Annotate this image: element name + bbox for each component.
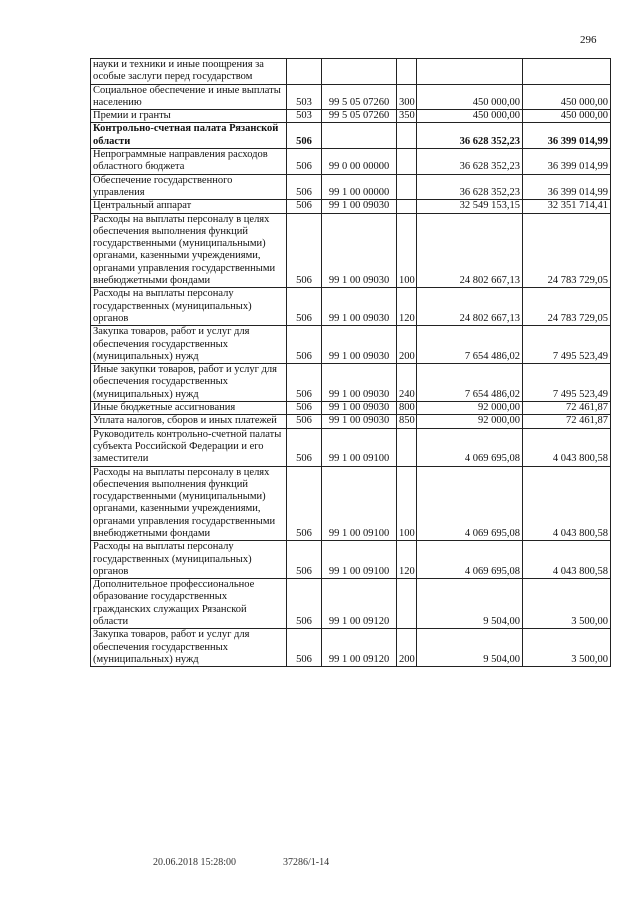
row-amount-year1-cell: 4 069 695,08 [417,466,523,541]
row-amount-year1-cell: 92 000,00 [417,402,523,415]
row-csr-cell: 99 1 00 09120 [322,629,397,667]
row-amount-year2-cell: 72 461,87 [523,402,611,415]
table-row [91,579,611,629]
row-name-cell: науки и техники и иные поощрения за особые заслуги перед государством [91,59,287,85]
row-csr-cell: 99 1 00 09030 [322,415,397,428]
table-row [91,213,611,288]
row-ved-cell: 506 [287,213,322,288]
row-vr-cell: 100 [397,213,417,288]
row-vr-cell: 200 [397,326,417,364]
row-amount-year1-cell: 4 069 695,08 [417,541,523,579]
row-ved-cell: 506 [287,200,322,213]
row-amount-year2-cell: 36 399 014,99 [523,149,611,175]
row-name-cell: Дополнительное профессиональное образование государственных гражданских служащих Рязанской области [91,579,287,629]
row-vr-cell [397,200,417,213]
row-ved-cell: 506 [287,579,322,629]
row-amount-year1-cell: 36 628 352,23 [417,174,523,200]
row-ved-cell: 506 [287,629,322,667]
row-amount-year1-cell: 9 504,00 [417,579,523,629]
row-ved-cell: 503 [287,110,322,123]
row-name-cell: Закупка товаров, работ и услуг для обеспечения государственных (муниципальных) нужд [91,629,287,667]
row-vr-cell: 350 [397,110,417,123]
row-vr-cell: 200 [397,629,417,667]
row-vr-cell [397,174,417,200]
row-vr-cell: 120 [397,541,417,579]
row-amount-year1-cell: 7 654 486,02 [417,364,523,402]
row-name-cell: Непрограммные направления расходов областного бюджета [91,149,287,175]
table-row [91,428,611,466]
row-vr-cell: 800 [397,402,417,415]
table-row [91,541,611,579]
row-csr-cell: 99 1 00 09030 [322,326,397,364]
table-row [91,364,611,402]
table-row [91,629,611,667]
row-name-cell: Расходы на выплаты персоналу в целях обеспечения выполнения функций государственными (муниципальными) органами, казенными учреждениями, органами управления государственными внебюджетными фондами [91,213,287,288]
row-ved-cell: 506 [287,288,322,326]
row-ved-cell: 506 [287,326,322,364]
row-csr-cell: 99 1 00 09030 [322,200,397,213]
row-vr-cell [397,123,417,149]
row-vr-cell [397,59,417,85]
table-row [91,326,611,364]
row-csr-cell: 99 1 00 09100 [322,541,397,579]
row-amount-year2-cell: 3 500,00 [523,579,611,629]
page-number: 296 [580,34,597,46]
row-csr-cell [322,59,397,85]
row-amount-year2-cell: 7 495 523,49 [523,326,611,364]
row-csr-cell: 99 1 00 09030 [322,402,397,415]
row-name-cell: Расходы на выплаты персоналу государственных (муниципальных) органов [91,541,287,579]
row-name-cell: Иные бюджетные ассигнования [91,402,287,415]
row-vr-cell [397,149,417,175]
row-amount-year1-cell: 32 549 153,15 [417,200,523,213]
row-vr-cell: 300 [397,84,417,110]
table-row [91,149,611,175]
row-amount-year2-cell: 4 043 800,58 [523,541,611,579]
row-amount-year2-cell [523,59,611,85]
row-ved-cell: 506 [287,402,322,415]
row-amount-year2-cell: 4 043 800,58 [523,466,611,541]
row-name-cell: Социальное обеспечение и иные выплаты населению [91,84,287,110]
row-csr-cell: 99 1 00 09100 [322,428,397,466]
row-amount-year2-cell: 450 000,00 [523,110,611,123]
row-ved-cell: 506 [287,415,322,428]
row-name-cell: Контрольно-счетная палата Рязанской области [91,123,287,149]
row-vr-cell: 100 [397,466,417,541]
row-ved-cell: 506 [287,541,322,579]
table-row [91,59,611,85]
footer-doc-code: 37286/1-14 [283,857,330,868]
row-amount-year1-cell: 450 000,00 [417,110,523,123]
row-name-cell: Расходы на выплаты персоналу в целях обеспечения выполнения функций государственными (муниципальными) органами, казенными учреждениями, органами управления государственными внебюджетными фондами [91,466,287,541]
row-amount-year2-cell: 7 495 523,49 [523,364,611,402]
row-ved-cell: 506 [287,364,322,402]
row-amount-year2-cell: 72 461,87 [523,415,611,428]
row-amount-year1-cell: 7 654 486,02 [417,326,523,364]
row-amount-year1-cell: 4 069 695,08 [417,428,523,466]
table-row [91,200,611,213]
table-row [91,123,611,149]
row-vr-cell: 240 [397,364,417,402]
row-csr-cell [322,123,397,149]
footer-datetime: 20.06.2018 15:28:00 [153,857,237,868]
row-csr-cell: 99 1 00 09030 [322,364,397,402]
row-csr-cell: 99 0 00 00000 [322,149,397,175]
row-ved-cell: 506 [287,123,322,149]
row-ved-cell: 506 [287,174,322,200]
row-amount-year2-cell: 450 000,00 [523,84,611,110]
row-amount-year2-cell: 24 783 729,05 [523,213,611,288]
table-row [91,402,611,415]
row-name-cell: Иные закупки товаров, работ и услуг для обеспечения государственных (муниципальных) нужд [91,364,287,402]
row-name-cell: Закупка товаров, работ и услуг для обеспечения государственных (муниципальных) нужд [91,326,287,364]
row-amount-year1-cell: 9 504,00 [417,629,523,667]
row-amount-year1-cell: 36 628 352,23 [417,123,523,149]
row-name-cell: Расходы на выплаты персоналу государственных (муниципальных) органов [91,288,287,326]
table-row [91,110,611,123]
row-name-cell: Обеспечение государственного управления [91,174,287,200]
row-csr-cell: 99 1 00 09100 [322,466,397,541]
row-csr-cell: 99 1 00 00000 [322,174,397,200]
row-amount-year1-cell: 92 000,00 [417,415,523,428]
row-amount-year2-cell: 4 043 800,58 [523,428,611,466]
row-amount-year1-cell: 24 802 667,13 [417,288,523,326]
table-row [91,415,611,428]
table-row [91,466,611,541]
row-amount-year1-cell: 36 628 352,23 [417,149,523,175]
row-name-cell: Руководитель контрольно-счетной палаты субъекта Российской Федерации и его заместители [91,428,287,466]
row-amount-year1-cell: 450 000,00 [417,84,523,110]
row-name-cell: Центральный аппарат [91,200,287,213]
row-vr-cell [397,579,417,629]
row-csr-cell: 99 1 00 09030 [322,213,397,288]
row-amount-year2-cell: 32 351 714,41 [523,200,611,213]
row-ved-cell: 506 [287,149,322,175]
row-ved-cell [287,59,322,85]
row-vr-cell: 120 [397,288,417,326]
row-vr-cell [397,428,417,466]
row-ved-cell: 506 [287,428,322,466]
row-amount-year2-cell: 36 399 014,99 [523,174,611,200]
row-amount-year1-cell: 24 802 667,13 [417,213,523,288]
row-amount-year2-cell: 36 399 014,99 [523,123,611,149]
row-ved-cell: 503 [287,84,322,110]
row-name-cell: Уплата налогов, сборов и иных платежей [91,415,287,428]
table-row [91,174,611,200]
row-vr-cell: 850 [397,415,417,428]
row-csr-cell: 99 1 00 09030 [322,288,397,326]
table-row [91,288,611,326]
row-csr-cell: 99 1 00 09120 [322,579,397,629]
row-amount-year2-cell: 24 783 729,05 [523,288,611,326]
row-amount-year1-cell [417,59,523,85]
row-csr-cell: 99 5 05 07260 [322,84,397,110]
row-amount-year2-cell: 3 500,00 [523,629,611,667]
row-csr-cell: 99 5 05 07260 [322,110,397,123]
budget-table [90,58,611,667]
row-ved-cell: 506 [287,466,322,541]
table-row [91,84,611,110]
budget-table-body [91,59,611,667]
row-name-cell: Премии и гранты [91,110,287,123]
